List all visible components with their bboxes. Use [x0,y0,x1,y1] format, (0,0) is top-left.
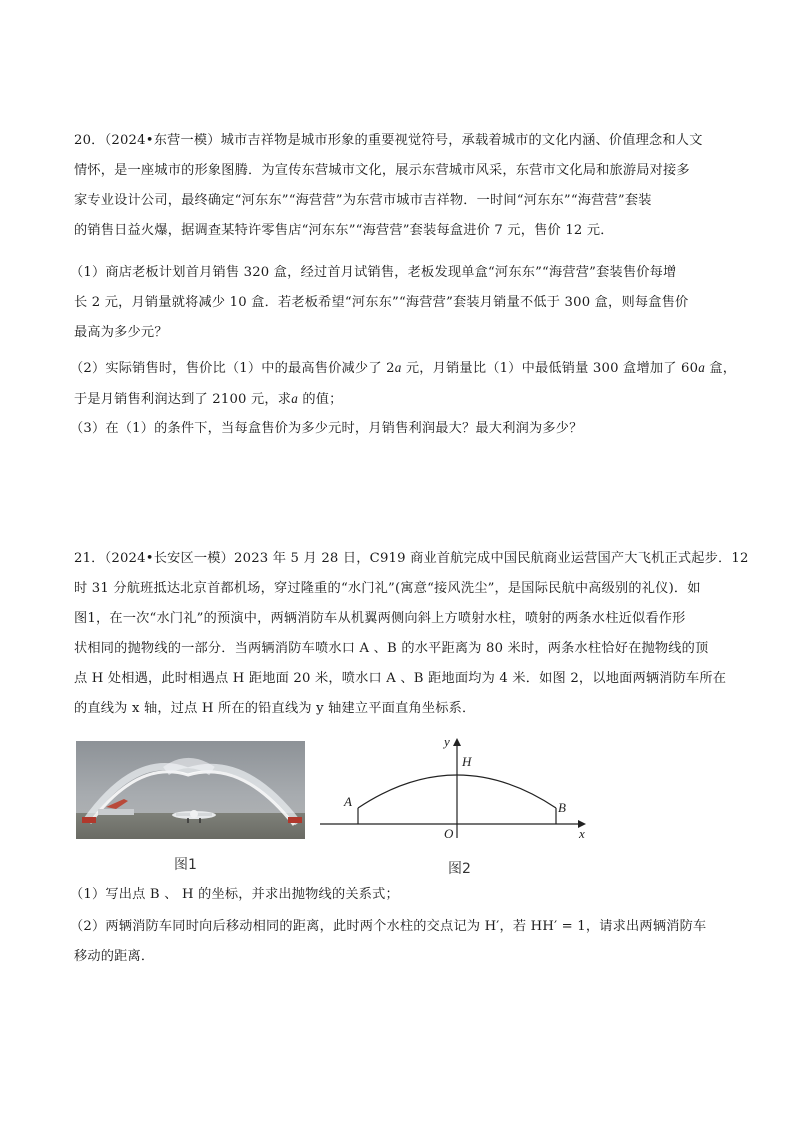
label-a: A [344,794,352,809]
q21-part1-line: （1）写出点 B 、 H 的坐标，并求出抛物线的关系式； [70,887,399,902]
q21-line-1: 21．（2024•长安区一模）2023 年 5 月 28 日，C919 商业首航完成中国民航商业运营国产大飞机正式起步．12 [74,551,749,566]
q21-part2-line-2: 移动的距离． [74,949,155,964]
q20-part1-line-3: 最高为多少元？ [74,325,168,340]
label-x: x [579,826,585,841]
q21-line-4: 状相同的抛物线的一部分．当两辆消防车喷水口 A 、B 的水平距离为 80 米时，两条水柱恰好在抛物线的顶 [74,641,709,656]
label-y: y [444,734,450,749]
question-21-part-2 [70,912,730,972]
q20-line-2: 情怀，是一座城市的形象图腾．为宣传东营城市文化，展示东营城市风采，东营市文化局和旅游局对接多 [74,163,690,178]
figure-1-caption: 图1 [174,857,197,873]
question-20-stem [74,126,724,246]
label-b: B [558,800,566,815]
question-20-part-2 [70,353,737,415]
q20-part1-line-2: 长 2 元，月销量就将减少 10 盒．若老板希望“河东东”“海营营”套装月销量不低于 300 盒，则每盒售价 [74,295,689,310]
q21-line-5: 点 H 处相遇，此时相遇点 H 距地面 20 米，喷水口 A 、B 距地面均为 4 米．如图 2，以地面两辆消防车所在 [74,671,727,686]
question-20-part-1 [70,258,730,348]
q21-part2-line-1: （2）两辆消防车同时向后移动相同的距离，此时两个水柱的交点记为 H′，若 HH′ = 1，请求出两辆消防车 [70,919,707,934]
q20-part3-line: （3）在（1）的条件下，当每盒售价为多少元时，月销售利润最大？最大利润为多少？ [70,421,583,436]
q20-line-4: 的销售日益火爆，据调查某特许零售店“河东东”“海营营”套装每盒进价 7 元，售价 12 元． [74,223,614,238]
q21-line-2: 时 31 分航班抵达北京首都机场，穿过隆重的“水门礼”(寓意“接风洗尘”，是国际民航中高级别的礼仪)．如 [74,581,701,596]
q20-line-3: 家专业设计公司，最终确定“河东东”“海营营”为东营市城市吉祥物．一时间“河东东”“海营营”套装 [74,193,652,208]
q20-part2-line-1: （2）实际销售时，售价比（1）中的最高售价减少了 2a 元，月销量比（1）中最低销量 300 盒增加了 60a 盒， [70,360,737,376]
question-20-part-3 [70,414,730,444]
q20-line-1: 20．（2024•东营一模）城市吉祥物是城市形象的重要视觉符号，承载着城市的文化内涵、价值理念和人文 [74,133,703,148]
figure-2-caption: 图2 [448,861,471,877]
question-21-stem [74,544,749,724]
figure-1-photo [76,741,305,839]
q20-part2-line-2: 于是月销售利润达到了 2100 元，求a 的值； [74,391,343,407]
label-o: O [444,826,454,841]
y-axis-arrow [453,738,461,746]
water-salute-photo [76,741,305,839]
parabola-diagram [316,730,596,848]
q20-part1-line-1: （1）商店老板计划首月销售 320 盒，经过首月试销售，老板发现单盒“河东东”“海营营”套装售价每增 [70,265,677,280]
question-21-part-1 [70,880,730,910]
label-h: H [462,754,472,769]
q21-line-6: 的直线为 x 轴，过点 H 所在的铅直线为 y 轴建立平面直角坐标系． [74,701,476,716]
figure-2-diagram [316,730,596,848]
q21-line-3: 图1，在一次“水门礼”的预演中，两辆消防车从机翼两侧向斜上方喷射水柱，喷射的两条水柱近似看作形 [74,611,686,626]
